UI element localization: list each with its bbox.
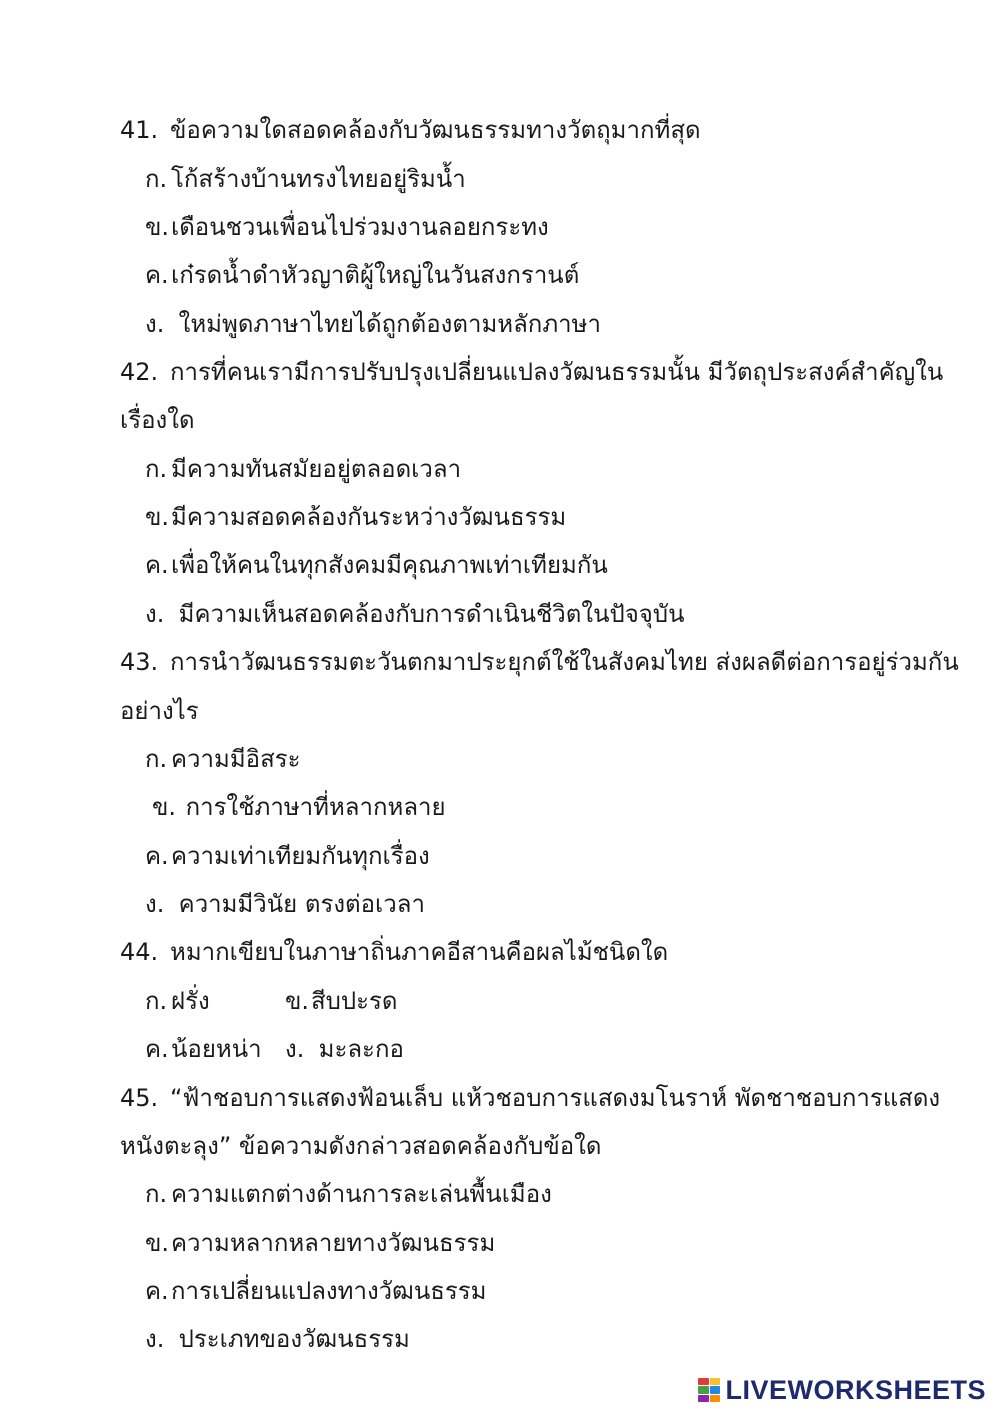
option-label: ก.	[145, 987, 168, 1015]
option-label: ข.	[152, 793, 177, 821]
option-label: ก.	[145, 1180, 168, 1208]
question-text: ข้อความใดสอดคล้องกับวัฒนธรรมทางวัตถุมากที่สุด	[170, 116, 701, 144]
option-44-c[interactable]	[145, 1035, 262, 1063]
question-number: 44.	[120, 938, 159, 966]
question-42-continuation: เรื่องใด	[120, 406, 195, 434]
option-text: การใช้ภาษาที่หลากหลาย	[185, 793, 446, 821]
option-label: ค.	[145, 1035, 169, 1063]
option-label: ง.	[145, 600, 165, 628]
option-43-c[interactable]	[145, 840, 430, 872]
option-42-b[interactable]	[145, 501, 566, 533]
option-label: ค.	[145, 261, 169, 289]
option-text: ความมีอิสระ	[171, 745, 301, 773]
option-label: ก.	[145, 455, 168, 483]
option-44-d[interactable]	[285, 1033, 404, 1065]
option-42-d[interactable]	[145, 598, 684, 630]
option-text: ความหลากหลายทางวัฒนธรรม	[171, 1229, 496, 1257]
option-text: เดือนชวนเพื่อนไปร่วมงานลอยกระทง	[171, 213, 549, 241]
option-43-b[interactable]	[152, 791, 446, 823]
option-45-b[interactable]	[145, 1227, 495, 1259]
question-45-continuation: หนังตะลุง” ข้อความดังกล่าวสอดคล้องกับข้อใด	[120, 1132, 602, 1160]
option-text: น้อยหน่า	[171, 1035, 262, 1063]
option-label: ค.	[145, 551, 169, 579]
question-43	[120, 646, 959, 678]
question-44	[120, 936, 668, 968]
option-text: สีบปะรด	[311, 987, 398, 1015]
option-45-d[interactable]	[145, 1323, 410, 1355]
option-45-c[interactable]	[145, 1275, 486, 1307]
option-label: ข.	[145, 213, 170, 241]
option-44-a[interactable]	[145, 987, 210, 1015]
question-number: 45.	[120, 1084, 159, 1112]
option-label: ก.	[145, 165, 168, 193]
option-label: ค.	[145, 1277, 169, 1305]
question-43-continuation: อย่างไร	[120, 697, 199, 725]
liveworksheets-mark-icon	[698, 1378, 720, 1402]
question-42	[120, 356, 943, 388]
option-text: มีความสอดคล้องกันระหว่างวัฒนธรรม	[171, 503, 567, 531]
option-text: เพื่อให้คนในทุกสังคมมีคุณภาพเท่าเทียมกัน	[171, 551, 608, 579]
option-41-b[interactable]	[145, 211, 549, 243]
option-text: มะละกอ	[318, 1035, 404, 1063]
question-number: 43.	[120, 648, 159, 676]
option-text: โก้สร้างบ้านทรงไทยอยู่ริมน้ำ	[171, 165, 466, 193]
option-label: ง.	[145, 890, 165, 918]
option-label: ข.	[145, 503, 170, 531]
option-text: มีความทันสมัยอยู่ตลอดเวลา	[171, 455, 462, 483]
question-45	[120, 1082, 940, 1114]
option-label: ข.	[285, 987, 310, 1015]
question-text: การที่คนเรามีการปรับปรุงเปลี่ยนแปลงวัฒนธรรมนั้น มีวัตถุประสงค์สำคัญใน	[170, 358, 944, 386]
question-number: 41.	[120, 116, 159, 144]
option-text: ความเท่าเทียมกันทุกเรื่อง	[171, 842, 430, 870]
option-label: ง.	[145, 310, 165, 338]
option-41-c[interactable]	[145, 259, 579, 291]
option-41-d[interactable]	[145, 308, 601, 340]
option-45-a[interactable]	[145, 1178, 552, 1210]
option-42-a[interactable]	[145, 453, 461, 485]
option-41-a[interactable]	[145, 163, 466, 195]
question-text: หมากเขียบในภาษาถิ่นภาคอีสานคือผลไม้ชนิดใด	[170, 938, 669, 966]
question-41	[120, 114, 701, 146]
option-label: ง.	[145, 1325, 165, 1353]
option-row-44-ab	[145, 985, 545, 1017]
option-text: ความแตกต่างด้านการละเล่นพื้นเมือง	[171, 1180, 552, 1208]
option-label: ค.	[145, 842, 169, 870]
option-label: ง.	[285, 1035, 305, 1063]
option-44-b[interactable]	[285, 985, 397, 1017]
option-text: มีความเห็นสอดคล้องกับการดำเนินชีวิตในปัจจุบัน	[178, 600, 685, 628]
option-label: ข.	[145, 1229, 170, 1257]
option-text: ฝรั่ง	[171, 987, 210, 1015]
option-row-44-cd	[145, 1033, 545, 1065]
question-text: “ฟ้าชอบการแสดงฟ้อนเล็บ แห้วชอบการแสดงมโนราห์ พัดชาชอบการแสดง	[170, 1084, 941, 1112]
option-text: ใหม่พูดภาษาไทยได้ถูกต้องตามหลักภาษา	[178, 310, 601, 338]
option-42-c[interactable]	[145, 549, 608, 581]
option-43-d[interactable]	[145, 888, 425, 920]
option-text: ความมีวินัย ตรงต่อเวลา	[178, 890, 425, 918]
logo-text: LIVEWORKSHEETS	[725, 1374, 986, 1405]
option-text: เก๋รดน้ำดำหัวญาติผู้ใหญ่ในวันสงกรานต์	[171, 261, 580, 289]
question-number: 42.	[120, 358, 159, 386]
liveworksheets-logo	[698, 1375, 986, 1405]
option-label: ก.	[145, 745, 168, 773]
option-43-a[interactable]	[145, 743, 301, 775]
option-text: การเปลี่ยนแปลงทางวัฒนธรรม	[171, 1277, 487, 1305]
option-text: ประเภทของวัฒนธรรม	[178, 1325, 410, 1353]
question-text: การนำวัฒนธรรมตะวันตกมาประยุกต์ใช้ในสังคมไทย ส่งผลดีต่อการอยู่ร่วมกัน	[170, 648, 959, 676]
